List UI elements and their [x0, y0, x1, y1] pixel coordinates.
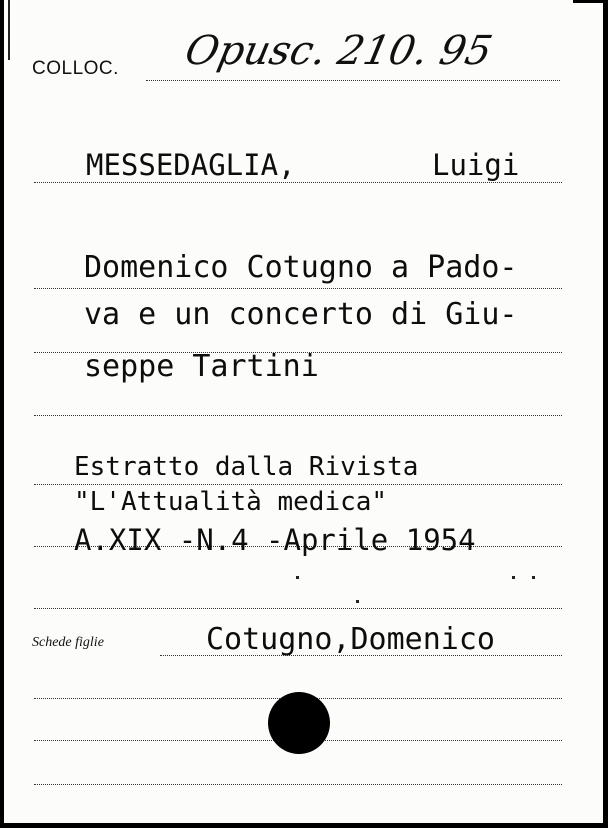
- title-dotline-1: [34, 288, 562, 289]
- ink-speck: [356, 600, 359, 603]
- card-left-edge-mark: [8, 0, 10, 60]
- source-line-1: Estratto dalla Rivista: [74, 452, 419, 482]
- author-surname: MESSEDAGLIA,: [86, 148, 296, 182]
- author-first-name: Luigi: [432, 148, 520, 182]
- source-line-2: "L'Attualità medica": [74, 487, 388, 517]
- card-right-edge: [603, 0, 608, 828]
- title-line-1: Domenico Cotugno a Pado-: [84, 250, 518, 285]
- schede-label: Schede figlie: [32, 635, 104, 650]
- ink-speck: [532, 576, 535, 579]
- schede-value: Cotugno,Domenico: [206, 622, 495, 657]
- ink-speck: [296, 576, 299, 579]
- empty-dotline-3: [34, 784, 562, 785]
- source-dotline-3: [34, 608, 562, 609]
- source-line-3: A.XIX -N.4 -Aprile 1954: [74, 523, 476, 557]
- title-line-2: va e un concerto di Giu-: [84, 297, 518, 332]
- card-top-edge: [573, 0, 603, 3]
- card-bottom-edge: [0, 823, 608, 828]
- author-dotline: [34, 182, 562, 183]
- colloc-value: Opusc. 210. 95: [181, 28, 497, 74]
- colloc-label: COLLOC.: [32, 58, 119, 79]
- title-line-3: seppe Tartini: [84, 349, 319, 384]
- source-dotline-1: [34, 484, 562, 485]
- ink-speck: [512, 576, 515, 579]
- card-left-edge: [0, 0, 4, 828]
- punch-hole: [268, 692, 330, 754]
- title-dotline-3: [34, 415, 562, 416]
- colloc-dotline: [146, 80, 560, 81]
